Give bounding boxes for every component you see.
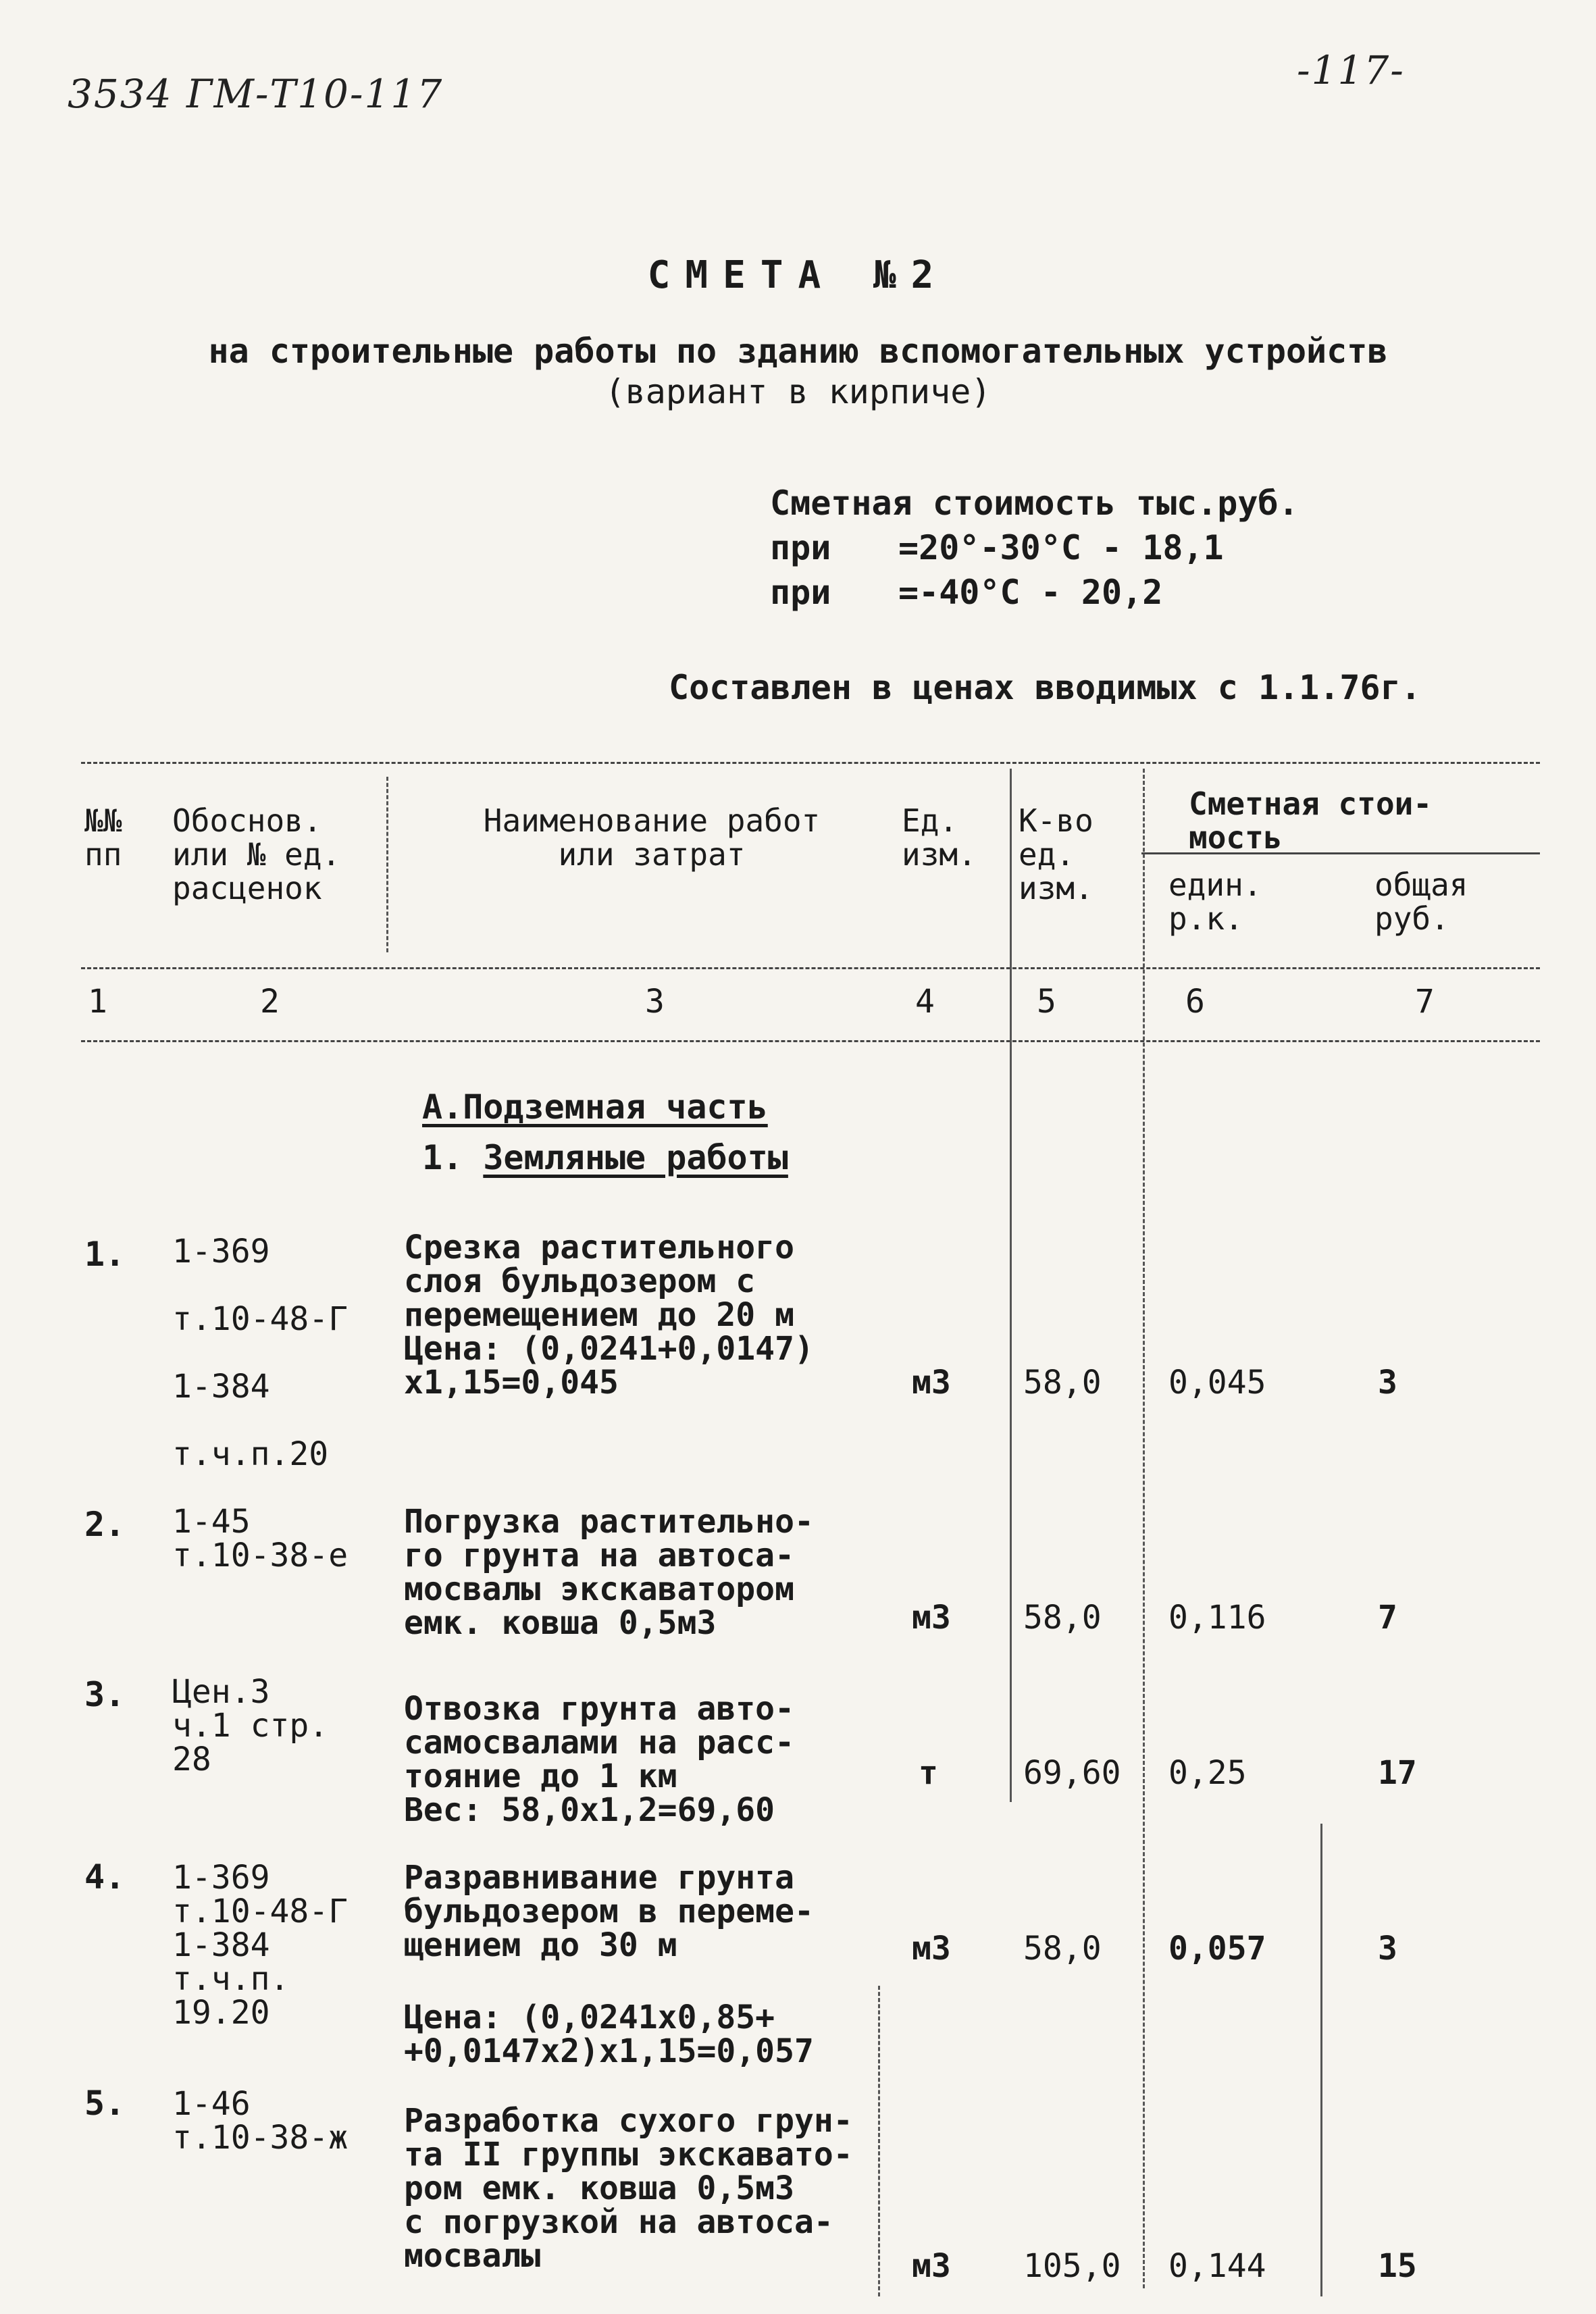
- prices-note: Составлен в ценах вводимых с 1.1.76г.: [669, 668, 1421, 707]
- header-quantity: К-во ед. изм.: [1019, 802, 1093, 906]
- row-1-quantity: 58,0: [1023, 1364, 1102, 1402]
- header-work-name: Наименование работ или затрат: [483, 802, 821, 873]
- row-2-unit: м3: [912, 1599, 951, 1637]
- cost-row-1-label: при: [770, 528, 831, 567]
- row-5-reference: 1-46 т.10-38-ж: [172, 2085, 349, 2157]
- header-estimated-cost: Сметная стои- мость: [1189, 786, 1433, 856]
- cost-row-2: [770, 570, 1299, 615]
- row-2-unit-price: 0,116: [1168, 1599, 1266, 1637]
- row-4-price-formula: Цена: (0,0241x0,85+ +0,0147x2)x1,15=0,057: [404, 1999, 814, 2070]
- row-5-description: Разработка сухого грун- та II группы экскавато- ром емк. ковша 0,5м3 с погрузкой на автоса- мосвалы: [404, 2102, 853, 2275]
- row-5-quantity: 105,0: [1023, 2247, 1121, 2285]
- row-3-unit-price: 0,25: [1168, 1754, 1247, 1792]
- col-divider-6: [1143, 769, 1145, 2288]
- cost-row-1: [770, 525, 1299, 570]
- row-1-unit-price: 0,045: [1168, 1364, 1266, 1402]
- header-row-number: №№ пп: [84, 802, 122, 873]
- col-number-7: 7: [1415, 983, 1435, 1021]
- row-1-unit: м3: [912, 1364, 951, 1402]
- row-4-reference: 1-369 т.10-48-Г 1-384 т.ч.п. 19.20: [172, 1859, 349, 2032]
- estimate-title: СМЕТА №2: [647, 253, 949, 297]
- table-top-rule: [81, 762, 1540, 764]
- col-number-3: 3: [645, 983, 665, 1021]
- subtitle-line-1: на строительные работы по зданию вспомогательных устройств: [208, 332, 1388, 371]
- row-1-number: 1.: [84, 1235, 126, 1274]
- header-bottom-rule: [81, 967, 1540, 969]
- row-5-unit-price: 0,144: [1168, 2247, 1266, 2285]
- col-number-6: 6: [1185, 983, 1205, 1021]
- col-number-4: 4: [915, 983, 935, 1021]
- row-4-number: 4.: [84, 1857, 126, 1897]
- cost-label: Сметная стоимость тыс.руб.: [770, 484, 1299, 523]
- col-number-2: 2: [260, 983, 280, 1021]
- row-3-number: 3.: [84, 1675, 126, 1714]
- col-numbers-rule: [81, 1040, 1540, 1042]
- subtitle-line-2: (вариант в кирпиче): [604, 372, 992, 411]
- row-1-total: 3: [1378, 1364, 1397, 1402]
- section-a-title: А.Подземная часть: [422, 1087, 768, 1127]
- estimate-subtitle: [0, 331, 1596, 412]
- row-3-total: 17: [1378, 1754, 1417, 1792]
- header-total: общая руб.: [1374, 867, 1468, 937]
- row-3-reference: Цен.3 ч.1 стр. 28: [172, 1673, 329, 1778]
- col-divider-2: [386, 777, 388, 952]
- header-unit-price: един. р.к.: [1168, 867, 1262, 937]
- row-5-number: 5.: [84, 2084, 126, 2123]
- header-reference: Обоснов. или № ед. расценок: [172, 802, 341, 906]
- row-4-quantity: 58,0: [1023, 1930, 1102, 1968]
- col-number-5: 5: [1037, 983, 1056, 1021]
- row-2-reference: 1-45 т.10-38-е: [172, 1503, 349, 1574]
- row-2-quantity: 58,0: [1023, 1599, 1102, 1637]
- row-5-total: 15: [1378, 2247, 1417, 2285]
- header-unit: Ед. изм.: [902, 802, 977, 873]
- col-number-1: 1: [88, 983, 107, 1021]
- page-number: -117-: [1297, 47, 1405, 93]
- row-2-total: 7: [1378, 1599, 1397, 1637]
- cost-row-1-value: =20°-30°С - 18,1: [898, 528, 1224, 567]
- row-4-unit-price: 0,057: [1168, 1930, 1266, 1968]
- row-5-unit: м3: [912, 2247, 951, 2285]
- cost-block: [770, 481, 1299, 615]
- row-3-quantity: 69,60: [1023, 1754, 1121, 1792]
- col-divider-7: [1320, 1824, 1322, 2296]
- row-4-unit: м3: [912, 1930, 951, 1968]
- row-1-description: Срезка растительного слоя бульдозером с перемещением до 20 м Цена: (0,0241+0,0147) x1,15=0,045: [404, 1229, 814, 1402]
- row-4-description: Разравнивание грунта бульдозером в переме- щением до 30 м: [404, 1859, 814, 1964]
- section-1-title: 1. Земляные работы: [422, 1138, 788, 1177]
- cost-row-2-label: при: [770, 573, 831, 612]
- row-2-number: 2.: [84, 1505, 126, 1544]
- col-divider-5: [1010, 769, 1012, 1802]
- row-3-description: Отвозка грунта авто- самосвалами на расс- тояние до 1 км Вес: 58,0x1,2=69,60: [404, 1690, 794, 1829]
- cost-row-2-value: =-40°С - 20,2: [898, 573, 1163, 612]
- row-4-total: 3: [1378, 1930, 1397, 1968]
- row-2-description: Погрузка растительно- го грунта на автоса- мосвалы экскаватором емк. ковша 0,5м3: [404, 1503, 814, 1642]
- col-divider-4: [878, 1986, 880, 2296]
- document-code: 3534 ГМ-Т10-117: [68, 71, 444, 117]
- row-1-reference: 1-369 т.10-48-Г 1-384 т.ч.п.20: [172, 1233, 349, 1473]
- row-3-unit: т: [919, 1754, 938, 1792]
